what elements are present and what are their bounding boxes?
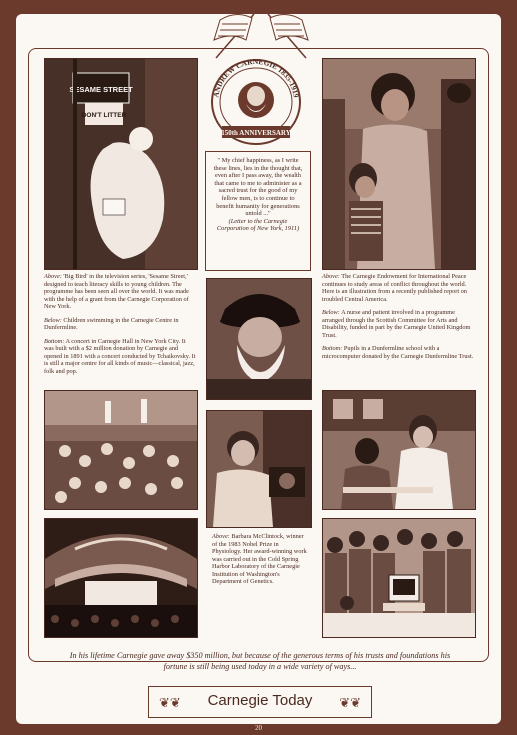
photo-carnegie-portrait xyxy=(206,278,312,400)
anniversary-badge xyxy=(196,54,316,146)
captions-right xyxy=(322,273,474,366)
laurel-left-icon: ❦❦ xyxy=(159,695,181,710)
sign-sesame-street: SESAME STREET xyxy=(69,85,133,94)
caption-mcclintock: Barbara McClintock, winner of the 1983 Nobel Prize in Physiology. Her award-winning work was carried out in the Cold Spring Harbor Laboratory of the Carnegie Institution of Washington's Department of Genetics. xyxy=(212,533,307,585)
title-box xyxy=(148,686,372,718)
quote-box xyxy=(205,151,311,271)
quote-text: " My chief happiness, as I write these lines, lies in the thought that, even after I pass away, the wealth that came to me to administer as a sacred trust for the good of my fellow men, is to continue to benefit humanity for generations untold ..." xyxy=(213,157,303,218)
caption-lead: Bottom: xyxy=(322,345,343,352)
caption-center xyxy=(212,533,308,592)
caption-carnegie-hall: A concert in Carnegie Hall in New York City. It was built with a $2 million donation by Carnegie and opened in 1891 with a concert conducted by Tchaikovsky. It is still a major centre for all kinds of music—classical, jazz, folk and pop. xyxy=(44,337,196,375)
caption-microcomputer: Pupils in a Dunfermline school with a microcomputer donated by the Carnegie Dunfermline Trust. xyxy=(322,345,474,360)
photo-microcomputer xyxy=(322,518,476,638)
caption-lead: Below: xyxy=(44,316,62,324)
photo-carnegie-hall xyxy=(44,518,198,638)
captions-left xyxy=(44,273,196,381)
caption-lead: Above: xyxy=(322,273,340,280)
summary-text: In his lifetime Carnegie gave away $350 million, but because of the generous terms of his trusts and foundations his fortune is still being used today in a wide variety of ways... xyxy=(69,651,451,671)
caption-lead: Above: xyxy=(212,533,230,540)
badge-ring-text: ANDREW CARNEGIE 1835-1919 xyxy=(211,56,301,99)
photo-central-america xyxy=(322,58,476,270)
laurel-right-icon: ❦❦ xyxy=(339,695,361,710)
crossed-flags-icon xyxy=(196,10,326,60)
photo-nurse-patient xyxy=(322,390,476,510)
caption-big-bird: 'Big Bird' in the television series, 'Sesame Street,' designed to teach literacy skills to young children. The programme has been seen all over the world. It was made with the help of a grant from the Carnegie Corporation of New York. xyxy=(44,273,189,310)
caption-swimming: Children swimming in the Carnegie Centre in Dunfermline. xyxy=(44,316,179,331)
badge-anniversary: 150th ANNIVERSARY xyxy=(221,129,291,137)
photo-big-bird xyxy=(44,58,198,270)
page-number: 20 xyxy=(255,724,262,732)
caption-nurse-patient: A nurse and patient involved in a programme arranged through the Scottish Committee for Arts and Disability, funded in part by the Carnegie United Kingdom Trust. xyxy=(322,309,471,339)
page-title: Carnegie Today xyxy=(207,692,313,709)
sign-dont-litter: DON'T LITTER xyxy=(81,112,127,119)
caption-lead: Below: xyxy=(322,309,340,316)
caption-lead: Above: xyxy=(44,273,62,280)
caption-central-america: The Carnegie Endowment for International Peace continues to study areas of conflict throughout the world. Here is an illustration from a recently published report on troubled Central America. xyxy=(322,273,467,303)
photo-mcclintock xyxy=(206,410,312,528)
photo-swimming xyxy=(44,390,198,510)
quote-source: (Letter to the Carnegie Corporation of New York, 1911) xyxy=(216,217,300,233)
caption-lead: Bottom: xyxy=(44,337,65,345)
